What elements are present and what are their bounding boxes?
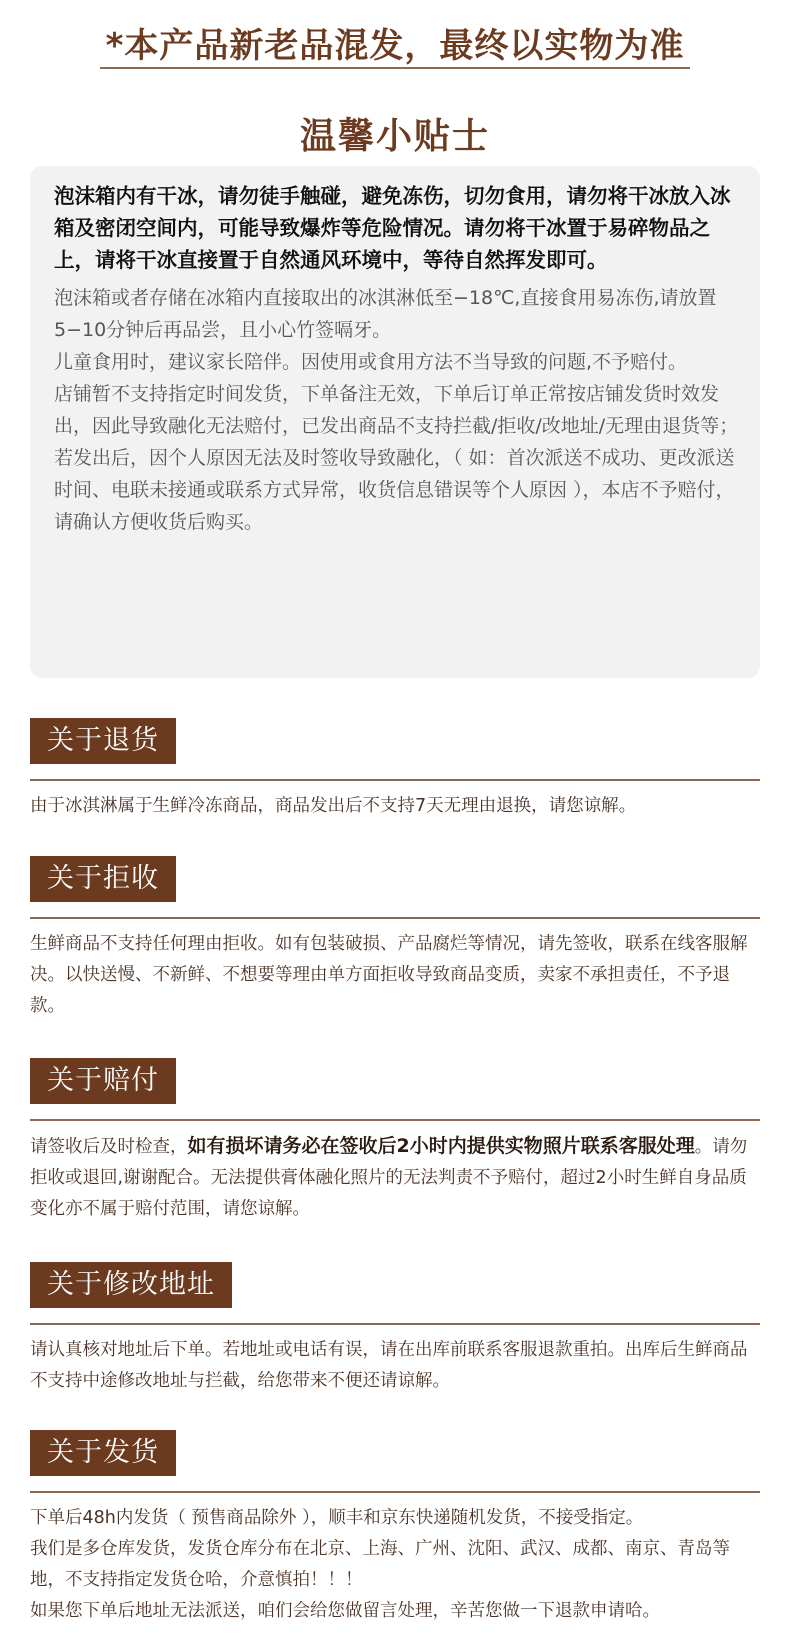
tips-box (30, 166, 760, 678)
section-title: 关于退货 (30, 718, 176, 764)
section-change-address (30, 1262, 760, 1397)
section-title: 关于发货 (30, 1430, 176, 1476)
shipping-line: 我们是多仓库发货，发货仓库分布在北京、上海、广州、沈阳、武汉、成都、南京、青岛等地，不支持指定发货仓哈，介意慎拍！！！ (30, 1539, 730, 1590)
notice-divider (100, 67, 690, 69)
section-refusal (30, 856, 760, 1022)
section-body: 生鲜商品不支持任何理由拒收。如有包装破损、产品腐烂等情况，请先签收，联系在线客服解决。以快送慢、不新鲜、不想要等理由单方面拒收导致商品变质，卖家不承担责任，不予退款。 (30, 934, 748, 1016)
section-divider (30, 1323, 760, 1325)
tips-paragraph: 店铺暂不支持指定时间发货，下单备注无效，下单后订单正常按店铺发货时效发出，因此导致融化无法赔付，已发出商品不支持拦截/拒收/改地址/无理由退货等； (54, 383, 739, 437)
section-divider (30, 917, 760, 919)
section-title: 关于赔付 (30, 1058, 176, 1104)
body-text: 请签收后及时检查， (30, 1137, 188, 1157)
body-text: 。请勿拒收或退回,谢谢配合。无法提供膏体融化照片的无法判责不予赔付，超过2小时生鲜自身品质变化亦不属于赔付范围，请您谅解。 (30, 1137, 748, 1219)
tips-paragraph: 若发出后，因个人原因无法及时签收导致融化，（ 如：首次派送不成功、更改派送时间、电联未接通或联系方式异常，收货信息错误等个人原因 ），本店不予赔付，请确认方便收货后购买。 (54, 447, 735, 533)
product-notice: *本产品新老品混发，最终以实物为准 (105, 26, 685, 66)
body-emphasis: 如有损坏请务必在签收后2小时内提供实物照片联系客服处理 (187, 1135, 695, 1157)
section-body: 由于冰淇淋属于生鲜冷冻商品，商品发出后不支持7天无理由退换，请您谅解。 (30, 796, 637, 816)
section-compensation (30, 1058, 760, 1225)
tips-paragraph: 泡沫箱或者存储在冰箱内直接取出的冰淇淋低至−18℃,直接食用易冻伤,请放置5−10分钟后再品尝，且小心竹签嗝牙。 (54, 287, 717, 341)
section-divider (30, 1119, 760, 1121)
shipping-line: 下单后48h内发货（ 预售商品除外 ），顺丰和京东快递随机发货，不接受指定。 (30, 1508, 644, 1528)
section-shipping (30, 1430, 760, 1627)
section-body (30, 1131, 760, 1225)
section-divider (30, 1491, 760, 1493)
section-title: 关于修改地址 (30, 1262, 232, 1308)
tips-paragraph: 儿童食用时，建议家长陪伴。因使用或食用方法不当导致的问题,不予赔付。 (54, 351, 688, 373)
section-returns (30, 718, 760, 822)
section-divider (30, 779, 760, 781)
tips-title: 温馨小贴士 (299, 116, 490, 157)
dry-ice-warning: 泡沫箱内有干冰，请勿徒手触碰，避免冻伤，切勿食用，请勿将干冰放入冰箱及密闭空间内，可能导致爆炸等危险情况。请勿将干冰置于易碎物品之上，请将干冰直接置于自然通风环境中，等待自然挥发即可。 (54, 184, 731, 272)
shipping-line: 如果您下单后地址无法派送，咱们会给您做留言处理，辛苦您做一下退款申请哈。 (30, 1601, 660, 1621)
section-title: 关于拒收 (30, 856, 176, 902)
section-body: 请认真核对地址后下单。若地址或电话有误，请在出库前联系客服退款重拍。出库后生鲜商品不支持中途修改地址与拦截，给您带来不便还请谅解。 (30, 1340, 748, 1391)
section-body (30, 1503, 760, 1627)
